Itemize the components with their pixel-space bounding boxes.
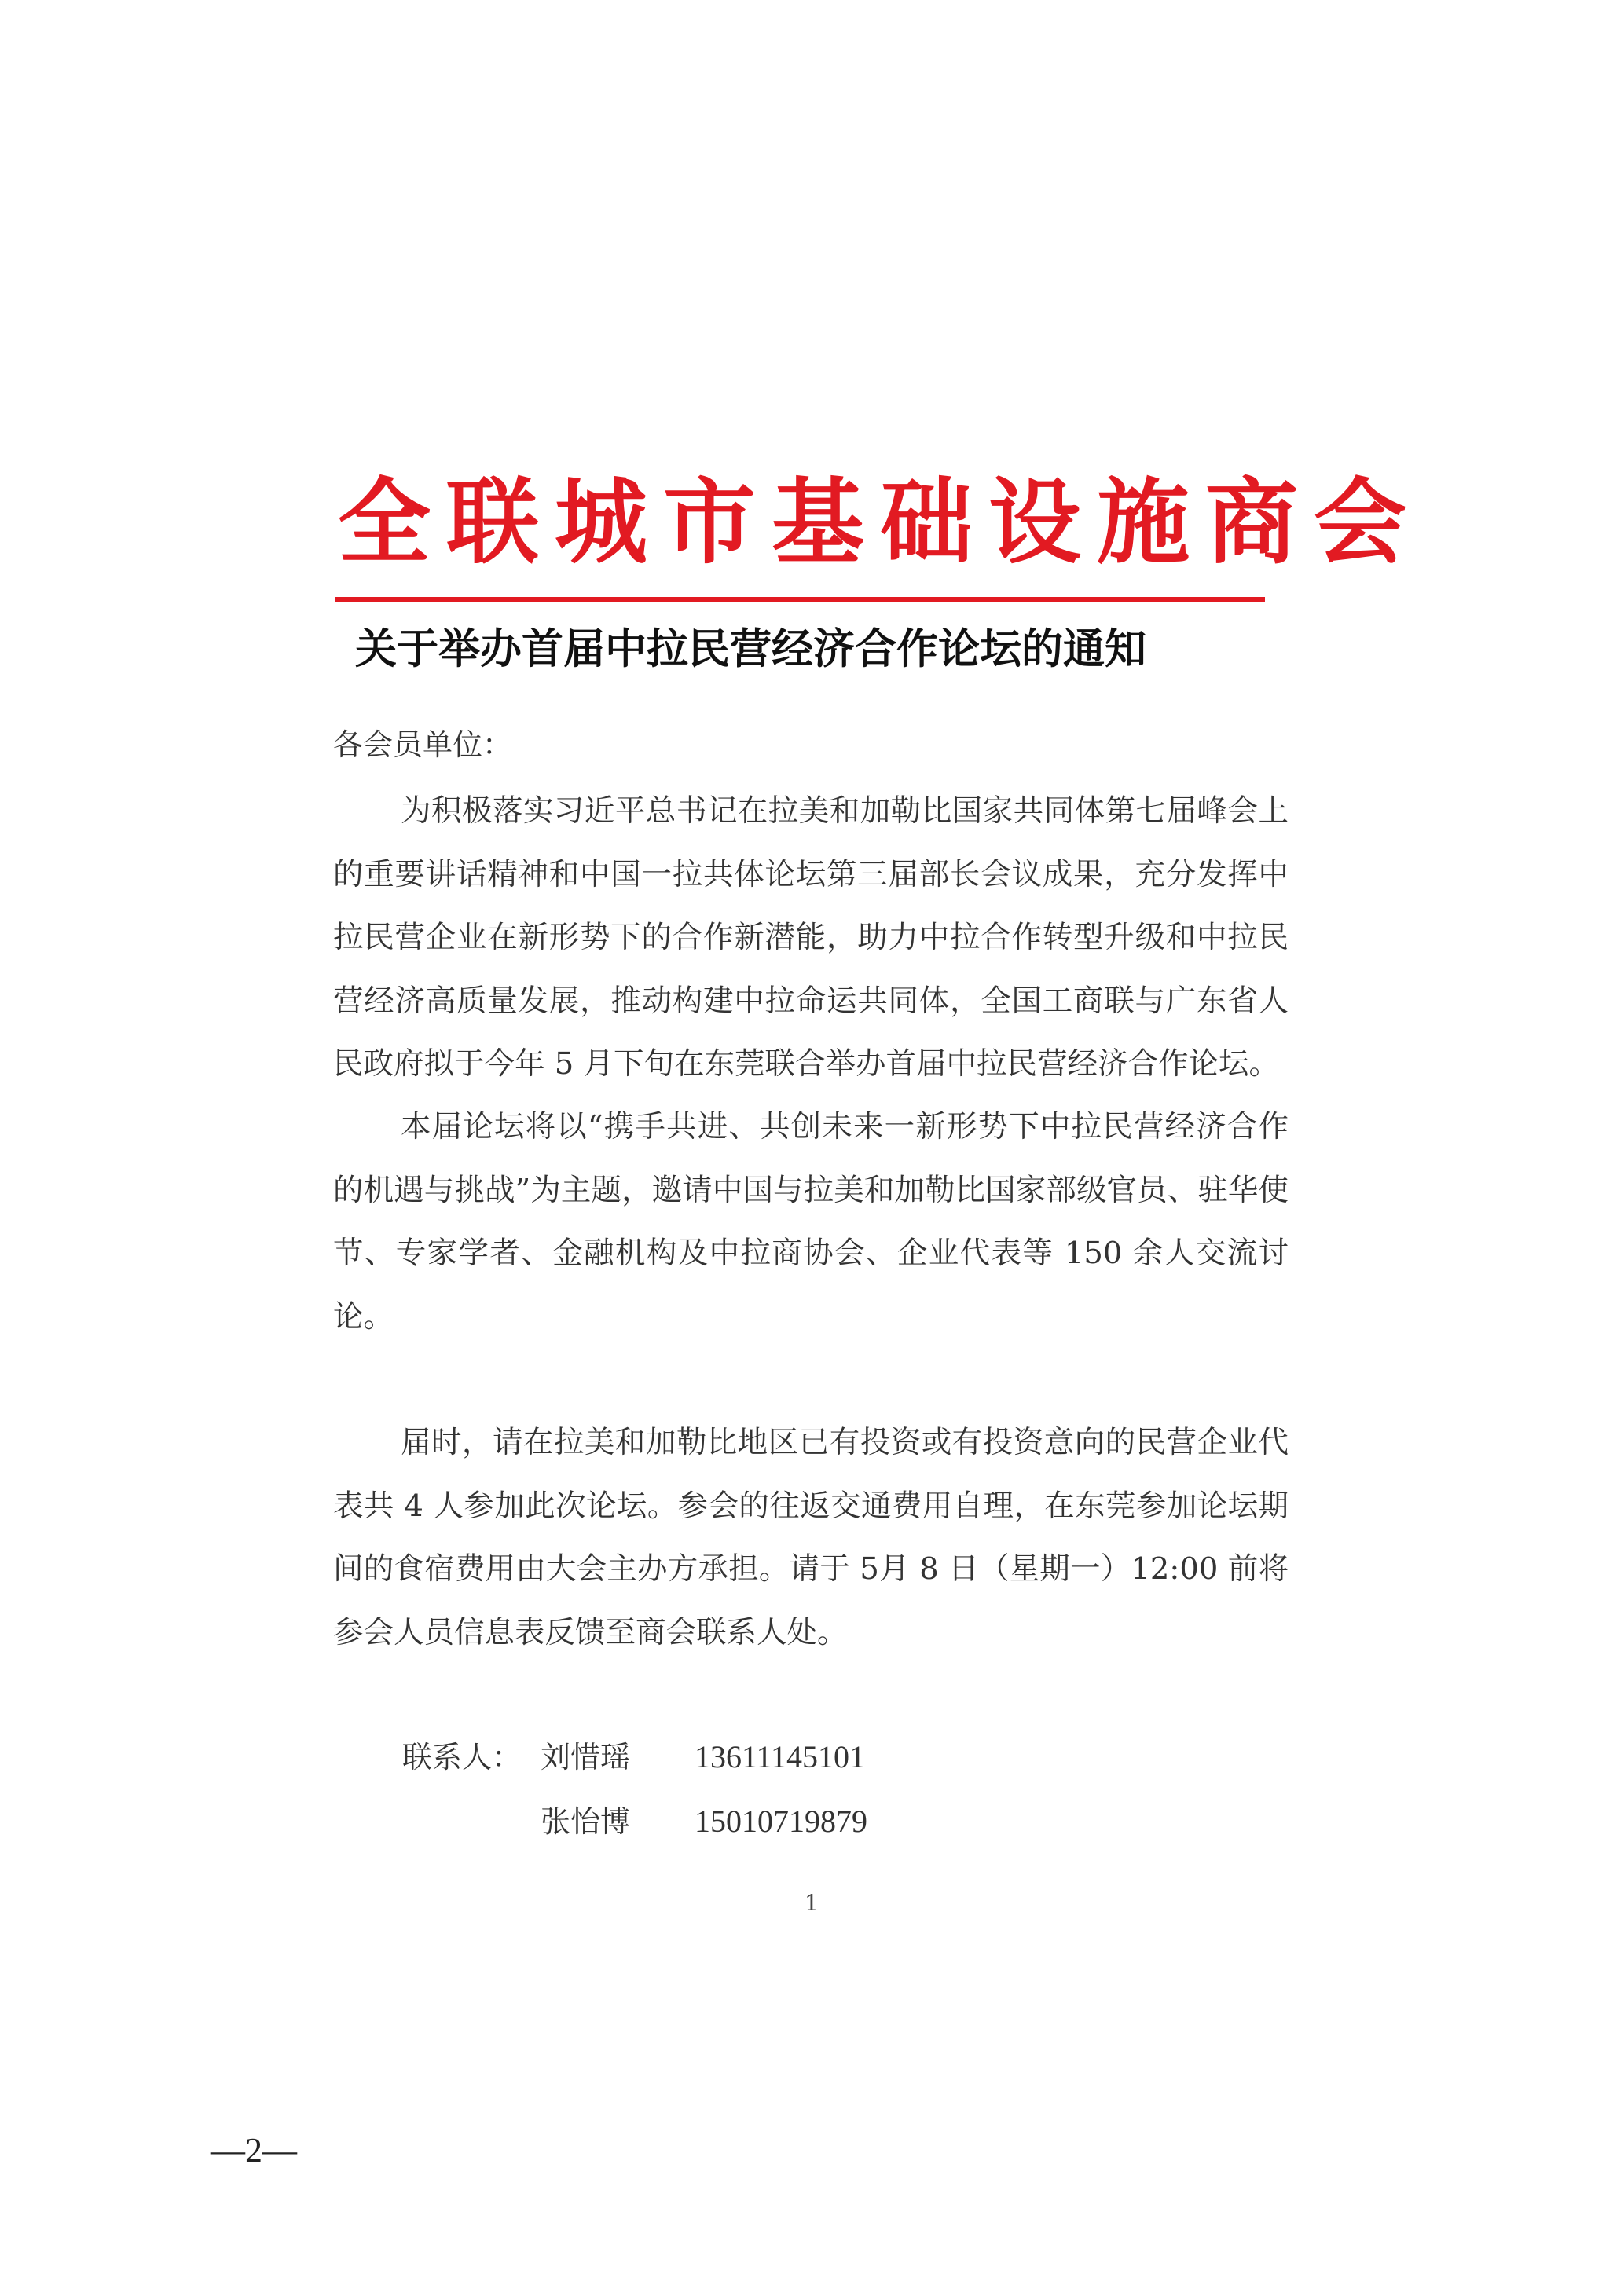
contact-phone: 15010719879 <box>695 1803 867 1839</box>
red-divider-line <box>335 597 1265 602</box>
contact-phone: 13611145101 <box>695 1739 866 1774</box>
body-paragraph-3: 届时，请在拉美和加勒比地区已有投资或有投资意向的民营企业代表共 4 人参加此次论坛。参会的往返交通费用自理，在东莞参加论坛期间的食宿费用由大会主办方承担。请于 5月 8 日（星期一）12:00 前将参会人员信息表反馈至商会联系人处。 <box>333 1425 1289 1650</box>
contact-name: 张怡博 <box>541 1804 631 1839</box>
document-title: 关于举办首届中拉民营经济合作论坛的通知 <box>355 625 1146 673</box>
body-paragraph-2: 本届论坛将以“携手共进、共创未来一新形势下中拉民营经济合作的机遇与挑战”为主题，邀请中国与拉美和加勒比国家部级官员、驻华使节、专家学者、金融机构及中拉商协会、企业代表等 150 余人交流讨论。 <box>333 1109 1289 1335</box>
organization-title: 全联城市基础设施商会 <box>338 467 1423 577</box>
salutation: 各会员单位： <box>333 727 513 762</box>
contact-name: 刘惜瑶 <box>541 1740 631 1774</box>
inner-page-number: 1 <box>805 1890 819 1916</box>
page-number: —2— <box>211 2131 297 2170</box>
body-paragraph-1: 为积极落实习近平总书记在拉美和加勒比国家共同体第七届峰会上的重要讲话精神和中国一拉共体论坛第三届部长会议成果，充分发挥中拉民营企业在新形势下的合作新潜能，助力中拉合作转型升级和中拉民营经济高质量发展，推动构建中拉命运共同体，全国工商联与广东省人民政府拟于今年 5 月下旬在东莞联合举办首届中拉民营经济合作论坛。 <box>333 793 1289 1082</box>
contact-label: 联系人： <box>402 1740 522 1774</box>
